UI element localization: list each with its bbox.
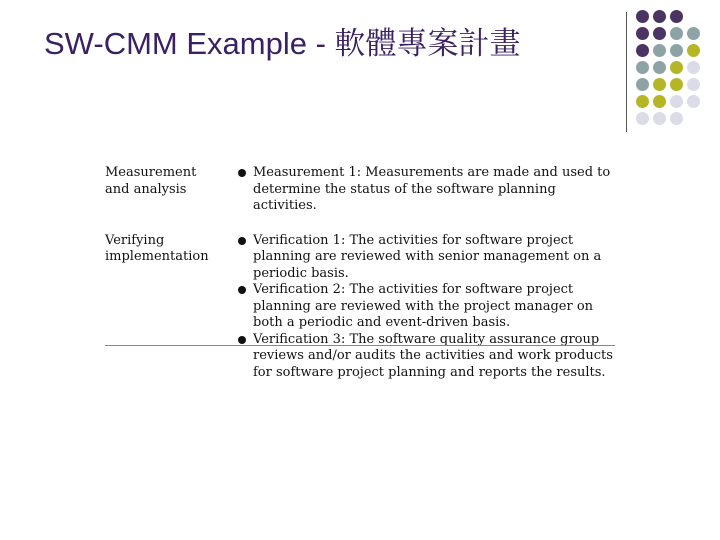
list-item: [223, 282, 615, 332]
decorative-dot: [653, 10, 666, 23]
kpa-table: [105, 165, 615, 381]
bullet-icon: [238, 286, 246, 294]
list-item-text: Verification 2: The activities for software project planning are reviewed with the project manager on both a periodic and event-driven basis.: [253, 282, 594, 330]
table-row-verifying: [105, 233, 615, 382]
header-divider: [626, 12, 627, 132]
decorative-dot: [636, 95, 649, 108]
list-item: [223, 233, 615, 283]
table-bottom-rule: [105, 345, 615, 346]
decorative-dot: [687, 44, 700, 57]
decorative-dot: [636, 112, 649, 125]
slide-title: SW-CMM Example - 軟體專案計畫: [44, 26, 521, 61]
decorative-dot: [687, 27, 700, 40]
decorative-dot: [687, 78, 700, 91]
decorative-dot: [670, 112, 683, 125]
decorative-dot: [653, 95, 666, 108]
decorative-dot: [670, 61, 683, 74]
bullet-icon: [238, 169, 246, 177]
decorative-dot: [653, 27, 666, 40]
decorative-dot: [653, 44, 666, 57]
decorative-dot: [636, 78, 649, 91]
decorative-dot: [670, 95, 683, 108]
list-item-text: Measurement 1: Measurements are made and used to determine the status of the software planning activities.: [253, 165, 611, 213]
decorative-dot: [687, 61, 700, 74]
decorative-dot: [653, 78, 666, 91]
bullet-icon: [238, 336, 246, 344]
list-item: [223, 165, 615, 215]
decorative-dot: [636, 10, 649, 23]
decorative-dot: [670, 78, 683, 91]
decorative-dot: [670, 44, 683, 57]
decorative-dot: [636, 44, 649, 57]
list-item: [223, 332, 615, 382]
row-label: Verifying implementation: [105, 232, 209, 264]
row-label: Measurement and analysis: [105, 165, 197, 197]
list-item-text: Verification 3: The software quality assurance group reviews and/or audits the activities and work products for software project planning and reports the results.: [253, 331, 613, 380]
decorative-dot: [653, 112, 666, 125]
list-item-text: Verification 1: The activities for software project planning are reviewed with senior management on a periodic basis.: [253, 232, 602, 281]
table-row-measurement: [105, 165, 615, 215]
decorative-dot: [670, 10, 683, 23]
bullet-icon: [238, 237, 246, 245]
decorative-dot: [653, 61, 666, 74]
decorative-dot: [687, 95, 700, 108]
row-items: [223, 233, 615, 382]
row-items: [223, 165, 615, 215]
decorative-dot: [670, 27, 683, 40]
decorative-dot: [636, 61, 649, 74]
decorative-dot: [636, 27, 649, 40]
